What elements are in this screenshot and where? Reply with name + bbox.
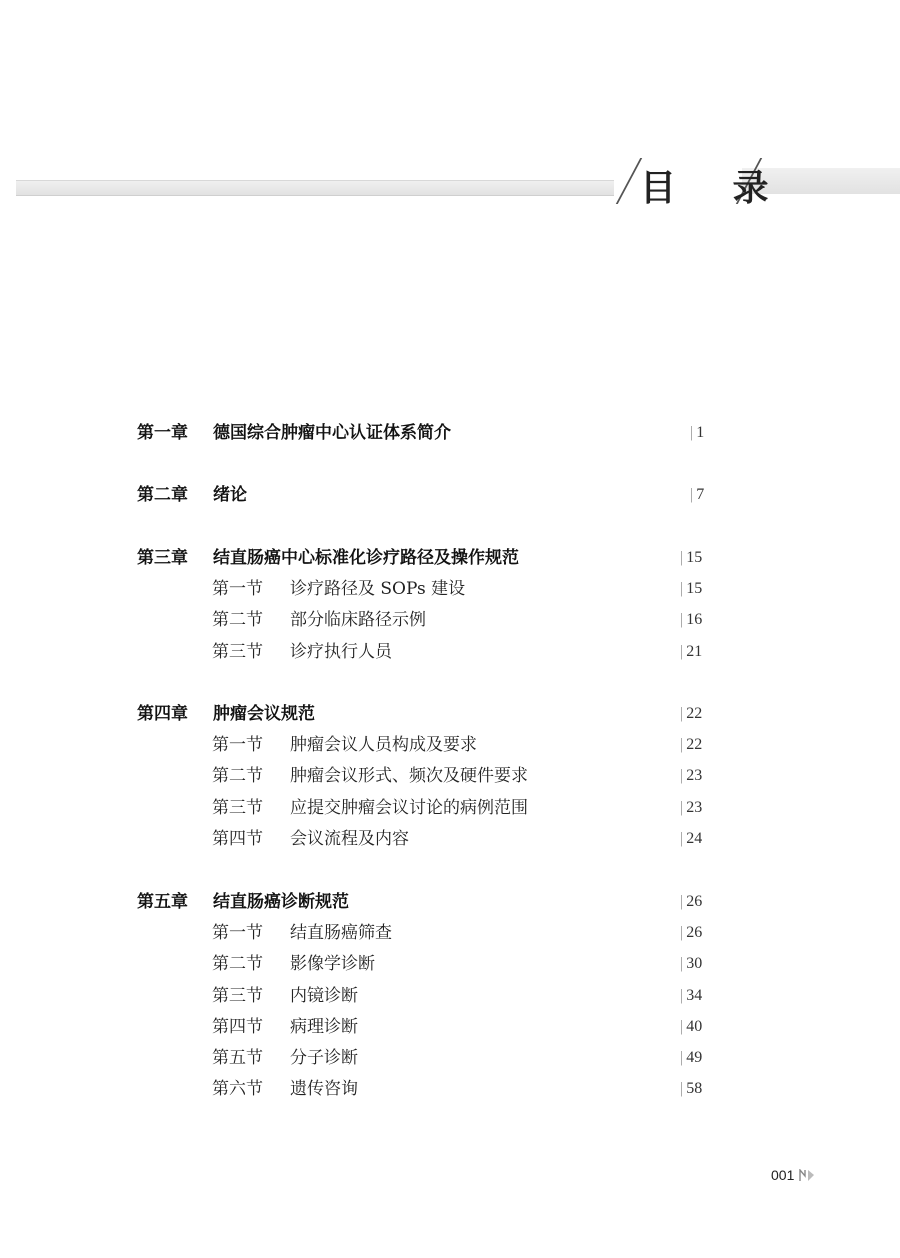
chapter-number: 第一章: [137, 423, 188, 443]
section-page: | 23: [680, 799, 703, 816]
section-number: 第三节: [212, 798, 263, 818]
toc-section-row: [0, 794, 900, 822]
section-page-number: 58: [686, 1080, 703, 1097]
toc-chapter-row: [0, 481, 900, 509]
section-number: 第三节: [212, 986, 263, 1006]
toc-section-row: [0, 1013, 900, 1041]
section-page-number: 23: [686, 767, 703, 784]
section-number: 第一节: [212, 579, 263, 599]
section-page: | 26: [680, 924, 703, 941]
toc-section-row: [0, 575, 900, 603]
publisher-logo-icon: [799, 1169, 815, 1182]
section-page: | 16: [680, 611, 703, 628]
section-title: 诊疗执行人员: [290, 642, 392, 662]
section-number: 第四节: [212, 1017, 263, 1037]
header-rule-left: [16, 180, 614, 196]
chapter-number: 第五章: [137, 892, 188, 912]
chapter-title: 结直肠癌诊断规范: [213, 892, 349, 912]
toc-chapter-row: [0, 888, 900, 916]
toc-section-row: [0, 638, 900, 666]
toc-section-row: [0, 950, 900, 978]
chapter-number: 第二章: [137, 485, 188, 505]
section-page-number: 34: [686, 987, 703, 1004]
footer-page-number: 001: [771, 1167, 795, 1183]
toc-chapter-row: [0, 700, 900, 728]
chapter-number: 第三章: [137, 548, 188, 568]
chapter-page-number: 7: [696, 486, 705, 503]
section-page: | 30: [680, 955, 703, 972]
chapter-page: | 1: [690, 424, 705, 441]
section-page-number: 23: [686, 799, 703, 816]
toc-chapter-row: [0, 544, 900, 572]
section-number: 第五节: [212, 1048, 263, 1068]
toc-section-row: [0, 762, 900, 790]
section-number: 第二节: [212, 954, 263, 974]
section-page-number: 15: [686, 580, 703, 597]
section-page-number: 16: [686, 611, 703, 628]
section-page: | 15: [680, 580, 703, 597]
chapter-page: | 26: [680, 893, 703, 910]
chapter-page: | 22: [680, 705, 703, 722]
chapter-number: 第四章: [137, 704, 188, 724]
section-title: 肿瘤会议人员构成及要求: [290, 735, 477, 755]
section-title: 诊疗路径及 SOPs 建设: [290, 579, 466, 599]
section-title: 分子诊断: [290, 1048, 358, 1068]
section-page: | 23: [680, 767, 703, 784]
toc-section-row: [0, 825, 900, 853]
header-slash-left: [616, 158, 642, 204]
chapter-title: 绪论: [213, 485, 247, 505]
section-number: 第二节: [212, 610, 263, 630]
section-number: 第三节: [212, 642, 263, 662]
section-number: 第二节: [212, 766, 263, 786]
page-title: 目 录: [640, 167, 791, 209]
toc-section-row: [0, 1075, 900, 1103]
section-page-number: 22: [686, 736, 703, 753]
section-title: 遗传咨询: [290, 1079, 358, 1099]
section-number: 第一节: [212, 923, 263, 943]
toc-section-row: [0, 919, 900, 947]
section-page: | 21: [680, 643, 703, 660]
chapter-page: | 7: [690, 486, 705, 503]
section-page-number: 24: [686, 830, 703, 847]
section-page: | 24: [680, 830, 703, 847]
chapter-page: | 15: [680, 549, 703, 566]
section-page-number: 21: [686, 643, 703, 660]
section-title: 会议流程及内容: [290, 829, 409, 849]
chapter-page-number: 22: [686, 705, 703, 722]
chapter-page-number: 15: [686, 549, 703, 566]
section-number: 第四节: [212, 829, 263, 849]
toc-section-row: [0, 606, 900, 634]
section-title: 结直肠癌筛查: [290, 923, 392, 943]
section-page: | 49: [680, 1049, 703, 1066]
section-number: 第六节: [212, 1079, 263, 1099]
toc-section-row: [0, 731, 900, 759]
section-page-number: 30: [686, 955, 703, 972]
toc-section-row: [0, 982, 900, 1010]
chapter-title: 结直肠癌中心标准化诊疗路径及操作规范: [213, 548, 519, 568]
section-title: 影像学诊断: [290, 954, 375, 974]
section-page-number: 40: [686, 1018, 703, 1035]
section-title: 部分临床路径示例: [290, 610, 426, 630]
section-page-number: 49: [686, 1049, 703, 1066]
chapter-title: 肿瘤会议规范: [213, 704, 315, 724]
section-number: 第一节: [212, 735, 263, 755]
section-title: 应提交肿瘤会议讨论的病例范围: [290, 798, 528, 818]
toc-chapter-row: [0, 419, 900, 447]
chapter-page-number: 26: [686, 893, 703, 910]
section-page: | 34: [680, 987, 703, 1004]
section-page: | 58: [680, 1080, 703, 1097]
section-page: | 40: [680, 1018, 703, 1035]
chapter-title: 德国综合肿瘤中心认证体系简介: [213, 423, 451, 443]
section-page-number: 26: [686, 924, 703, 941]
section-page: | 22: [680, 736, 703, 753]
section-title: 肿瘤会议形式、频次及硬件要求: [290, 766, 528, 786]
chapter-page-number: 1: [696, 424, 705, 441]
toc-section-row: [0, 1044, 900, 1072]
section-title: 病理诊断: [290, 1017, 358, 1037]
section-title: 内镜诊断: [290, 986, 358, 1006]
